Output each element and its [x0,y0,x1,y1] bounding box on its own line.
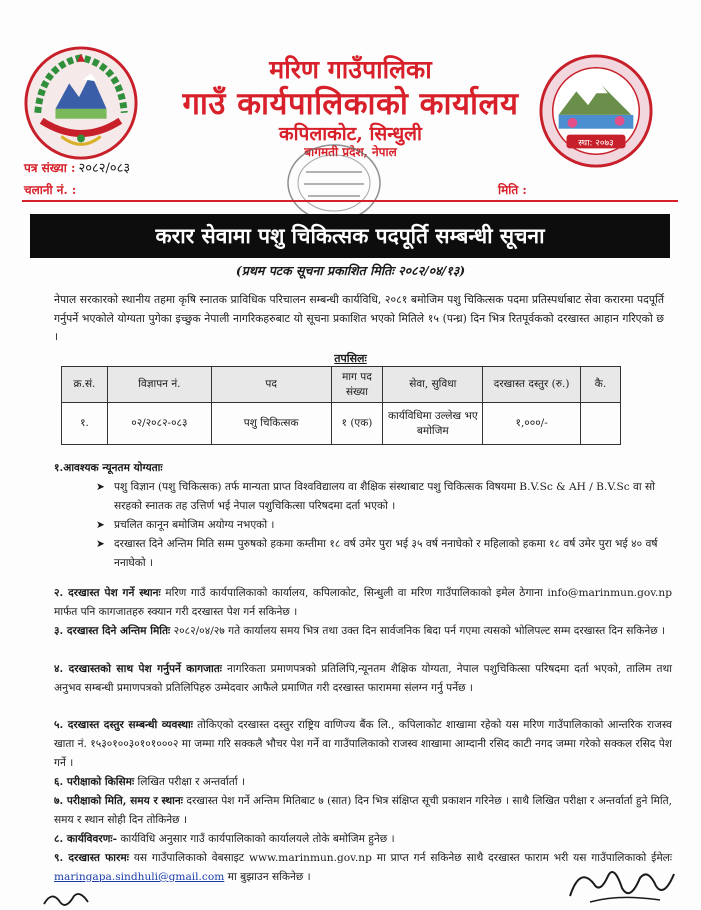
notice-subtitle: (प्रथम पटक सूचना प्रकाशित मितिः २०८२/०४/१३) [235,263,466,278]
section-label: ९. दरखास्त फारमः [54,852,129,864]
municipality-seal-icon [537,52,655,170]
intro-paragraph: नेपाल सरकारको स्थानीय तहमा कृषि स्नातक प्राविधिक परिचालन सम्बन्धी कार्यविधि, २०८१ बमोजिम पशु चिकित्सक पदमा प्रतिस्पर्धाबाट सेवा करारमा पदपूर्ति गर्नुपर्ने भएकोले योग्यता पुगेका इच्छुक नेपाली नागरिकहरुबाट यो सूचना प्रकाशित भएको मितिले १५ (पन्ध्र) दिन भित्र रितपूर्वकको दरखास्त आहान गरिएको छ । [54,293,664,343]
reference-value: २०८२/०८३ [78,161,131,176]
signature-icon [560,858,680,908]
table-header-cell: दरखास्त दस्तुर (रु.) [483,367,581,403]
qualification-list [96,478,672,573]
section-text: यस गाउँपालिकाको वेबसाइट www.marinmun.gov.np मा प्राप्त गर्न सकिनेछ साथै दरखास्त फाराम भरी यस गाउँपालिकाको ईमेलः [133,852,672,864]
section-text: दरखास्त पेश गर्ने अन्तिम मितिबाट ७ (सात) दिन भित्र संक्षिप्त सूची प्रकाशन गरिनेछ । साथै लिखित परीक्षा र अन्तर्वार्ता हुने मिति, समय र स्थान सोही दिन तोकिनेछ । [54,795,672,826]
date-label: मिति : [498,183,527,197]
section-label: ७. परीक्षाको मिति, समय र स्थानः [54,795,183,807]
table-header-cell: सेवा, सुविधा [383,367,483,403]
table-cell: १,०००/- [483,403,581,445]
section-label: ५. दरखास्त दस्तुर सम्बन्धी व्यवस्थाः [54,719,193,731]
section-label: ३. दरखास्त दिने अन्तिम मितिः [54,625,171,637]
section-deadline [54,622,672,641]
section-text: २०८२/०४/२७ गते कार्यालय समय भित्र तथा उक्त दिन सार्वजनिक बिदा पर्न गएमा त्यसको भोलिपल्ट सम्म दरखास्त दिन सकिनेछ । [173,625,666,637]
qualification-heading-text: १.आवश्यक न्यूनतम योग्यताः [54,462,163,474]
reference-label: पत्र संख्या : [24,161,76,175]
section-submission-place [54,584,672,622]
table-cell [581,403,621,445]
section-label: ४. दरखास्तको साथ पेश गर्नुपर्ने कागजातः [54,663,222,675]
table-header-cell: विज्ञापन नं. [107,367,211,403]
reference-number [24,158,130,176]
list-item [96,535,672,573]
vacancy-table [61,366,621,445]
table-header-cell: कै. [581,367,621,403]
table-header-cell: पद [211,367,331,403]
table-header-cell: माग पद संख्या [331,367,383,403]
section-text: कार्यविधि अनुसार गाउँ कार्यपालिकाको कार्यालयले तोके बमोजिम हुनेछ । [120,833,395,845]
arrow-bullet-icon: ➤ [96,538,105,550]
section-job-description [54,830,672,849]
table-cell: ०२/२०८२-०८३ [107,403,211,445]
section-text: मा बुझाउन सकिनेछ । [227,871,311,883]
table-cell: पशु चिकित्सक [211,403,331,445]
section-label: ८. कार्यविवरणः- [54,833,117,845]
list-item-text: प्रचलित कानून बमोजिम अयोग्य नभएको । [114,519,275,531]
section-fee [54,716,672,773]
header-divider [22,200,678,202]
office-name: गाउँ कार्यपालिकाको कार्यालय [182,86,519,122]
table-row [62,403,621,445]
list-item-text: पशु विज्ञान (पशु चिकित्सक) तर्फ मान्यता प्राप्त विश्वविद्यालय वा शैक्षिक संस्थाबाट पशु चिकित्सक विषयमा B.V.Sc & AH / B.V.Sc वा सो सरहको स्नातक तह उत्तिर्ण भई नेपाल पशुचिकित्सा परिषदमा दर्ता भएको । [114,481,655,512]
notice-title: करार सेवामा पशु चिकित्सक पदपूर्ति सम्बन्धी सूचना [30,214,670,258]
details-heading: तपसिलः [334,352,367,365]
section-exam-schedule [54,792,672,830]
list-item [96,478,672,516]
qualification-heading [54,459,672,478]
section-text: तोकिएको दरखास्त दस्तुर राष्ट्रिय वाणिज्य बैंक लि., कपिलाकोट शाखामा रहेको यस मरिण गाउँपालिकाको आन्तरिक राजस्व खाता नं. १५३०१००३०१०१०००२ मा जम्मा गरि सक्कलै भौचर पेश गर्ने वा गाउँपालिकाको राजस्व शाखामा आम्दानी रसिद काटी नगद जम्मा गरेको सक्कल रसिद पेश गर्ने । [54,719,672,769]
date-field [498,181,530,198]
table-cell: कार्यविधिमा उल्लेख भए बमोजिम [383,403,483,445]
list-item-text: दरखास्त दिने अन्तिम मिति सम्म पुरुषको हकमा कम्तीमा १८ वर्ष उमेर पुरा भई ३५ वर्ष ननाघेको र महिलाको हकमा १८ वर्ष उमेर पुरा भई ४० वर्ष ननाघेको । [114,538,658,569]
list-item [96,516,672,535]
office-location: कपिलाकोट, सिन्धुली [279,123,422,145]
province-name: बागमती प्रदेश, नेपाल [304,145,397,159]
table-cell: १. [62,403,108,445]
table-header-cell: क्र.सं. [62,367,108,403]
municipality-name: मरिण गाउँपालिका [269,55,432,84]
table-cell: १ (एक) [331,403,383,445]
section-exam-type [54,773,672,792]
arrow-bullet-icon: ➤ [96,481,105,493]
office-stamp-icon [284,142,384,224]
section-text: लिखित परीक्षा र अन्तर्वार्ता । [137,776,245,788]
section-label: ६. परीक्षाको किसिमः [54,776,135,788]
table-header-row [62,367,621,403]
section-text: मरिण गाउँ कार्यपालिकाको कार्यालय, कपिलाकोट, सिन्धुली वा मरिण गाउँपालिकाको इमेल ठेगाना info@marinmun.gov.np मार्फत पनि कागजातहरु स्क्यान गरी दरखास्त पेश गर्न सकिनेछ । [54,587,672,618]
arrow-bullet-icon: ➤ [96,519,105,531]
section-text: नागरिकता प्रमाणपत्रको प्रतिलिपि,न्यूनतम शैक्षिक योग्यता, नेपाल पशुचिकित्सा परिषदमा दर्ता भएको, तालिम तथा अनुभव सम्बन्धी प्रमाणपत्रको प्रतिलिपिहरु उम्मेदवार आफैले प्रमाणित गरी दरखास्त फाराममा संलग्न गर्नु पर्नेछ । [54,663,673,694]
section-documents [54,660,672,698]
signature-icon [40,888,100,910]
email-link[interactable]: maringapa.sindhuli@gmail.com [54,871,225,883]
seal-year-text: स्था: २०७३ [578,138,614,149]
section-label: २. दरखास्त पेश गर्ने स्थानः [54,587,161,599]
dispatch-number [24,181,79,198]
dispatch-label: चलानी नं. : [24,183,77,197]
